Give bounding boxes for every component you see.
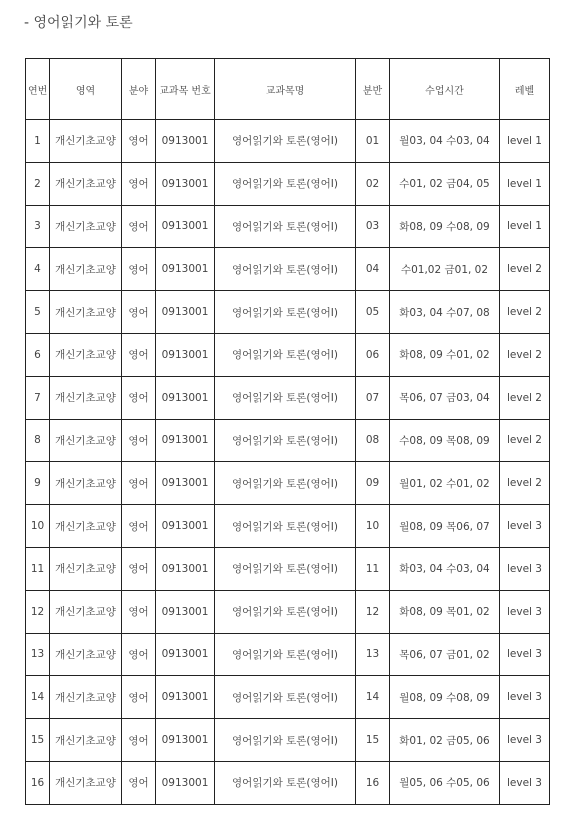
cell-class-time: 월01, 02 수01, 02 bbox=[390, 462, 500, 505]
cell-class-time: 수01, 02 금04, 05 bbox=[390, 162, 500, 205]
table-row bbox=[26, 248, 550, 291]
cell-class-time: 월08, 09 수08, 09 bbox=[390, 676, 500, 719]
header-section: 분반 bbox=[356, 59, 390, 120]
cell-area: 개신기초교양 bbox=[50, 676, 122, 719]
cell-area: 개신기초교양 bbox=[50, 462, 122, 505]
cell-class-time: 목06, 07 금03, 04 bbox=[390, 376, 500, 419]
cell-level: level 2 bbox=[500, 248, 550, 291]
cell-section: 10 bbox=[356, 505, 390, 548]
cell-course-number: 0913001 bbox=[156, 462, 215, 505]
header-field: 분야 bbox=[122, 59, 156, 120]
table-row bbox=[26, 205, 550, 248]
header-index: 연번 bbox=[26, 59, 50, 120]
cell-index: 12 bbox=[26, 590, 50, 633]
cell-section: 06 bbox=[356, 333, 390, 376]
cell-section: 08 bbox=[356, 419, 390, 462]
cell-course-number: 0913001 bbox=[156, 291, 215, 334]
cell-class-time: 수08, 09 목08, 09 bbox=[390, 419, 500, 462]
cell-field: 영어 bbox=[122, 162, 156, 205]
cell-section: 11 bbox=[356, 547, 390, 590]
header-area: 영역 bbox=[50, 59, 122, 120]
cell-index: 3 bbox=[26, 205, 50, 248]
cell-course-name: 영어읽기와 토론(영어I) bbox=[215, 505, 356, 548]
cell-course-number: 0913001 bbox=[156, 120, 215, 163]
cell-course-number: 0913001 bbox=[156, 590, 215, 633]
cell-level: level 3 bbox=[500, 719, 550, 762]
cell-area: 개신기초교양 bbox=[50, 633, 122, 676]
cell-course-number: 0913001 bbox=[156, 633, 215, 676]
cell-field: 영어 bbox=[122, 291, 156, 334]
cell-index: 14 bbox=[26, 676, 50, 719]
cell-area: 개신기초교양 bbox=[50, 547, 122, 590]
cell-course-number: 0913001 bbox=[156, 719, 215, 762]
cell-level: level 2 bbox=[500, 419, 550, 462]
table-row bbox=[26, 633, 550, 676]
cell-course-name: 영어읽기와 토론(영어I) bbox=[215, 761, 356, 804]
cell-section: 15 bbox=[356, 719, 390, 762]
header-level: 레벨 bbox=[500, 59, 550, 120]
cell-level: level 3 bbox=[500, 633, 550, 676]
cell-area: 개신기초교양 bbox=[50, 162, 122, 205]
cell-course-name: 영어읽기와 토론(영어I) bbox=[215, 291, 356, 334]
table-row bbox=[26, 505, 550, 548]
cell-index: 10 bbox=[26, 505, 50, 548]
header-course-number: 교과목 번호 bbox=[156, 59, 215, 120]
cell-section: 07 bbox=[356, 376, 390, 419]
cell-area: 개신기초교양 bbox=[50, 419, 122, 462]
cell-field: 영어 bbox=[122, 719, 156, 762]
cell-area: 개신기초교양 bbox=[50, 719, 122, 762]
cell-section: 14 bbox=[356, 676, 390, 719]
cell-class-time: 화08, 09 수01, 02 bbox=[390, 333, 500, 376]
cell-index: 6 bbox=[26, 333, 50, 376]
cell-level: level 3 bbox=[500, 505, 550, 548]
cell-course-name: 영어읽기와 토론(영어I) bbox=[215, 719, 356, 762]
cell-course-name: 영어읽기와 토론(영어I) bbox=[215, 205, 356, 248]
cell-course-number: 0913001 bbox=[156, 248, 215, 291]
cell-class-time: 화03, 04 수07, 08 bbox=[390, 291, 500, 334]
cell-area: 개신기초교양 bbox=[50, 590, 122, 633]
cell-field: 영어 bbox=[122, 676, 156, 719]
cell-field: 영어 bbox=[122, 205, 156, 248]
cell-level: level 3 bbox=[500, 676, 550, 719]
cell-level: level 1 bbox=[500, 205, 550, 248]
cell-course-number: 0913001 bbox=[156, 761, 215, 804]
cell-course-name: 영어읽기와 토론(영어I) bbox=[215, 419, 356, 462]
cell-index: 16 bbox=[26, 761, 50, 804]
cell-course-name: 영어읽기와 토론(영어I) bbox=[215, 547, 356, 590]
cell-field: 영어 bbox=[122, 547, 156, 590]
cell-index: 4 bbox=[26, 248, 50, 291]
cell-field: 영어 bbox=[122, 462, 156, 505]
table-row bbox=[26, 333, 550, 376]
cell-level: level 2 bbox=[500, 376, 550, 419]
cell-level: level 2 bbox=[500, 333, 550, 376]
cell-section: 04 bbox=[356, 248, 390, 291]
cell-area: 개신기초교양 bbox=[50, 205, 122, 248]
cell-area: 개신기초교양 bbox=[50, 376, 122, 419]
cell-course-number: 0913001 bbox=[156, 676, 215, 719]
cell-class-time: 화03, 04 수03, 04 bbox=[390, 547, 500, 590]
cell-area: 개신기초교양 bbox=[50, 333, 122, 376]
cell-course-name: 영어읽기와 토론(영어I) bbox=[215, 248, 356, 291]
cell-class-time: 월08, 09 목06, 07 bbox=[390, 505, 500, 548]
section-heading: - 영어읽기와 토론 bbox=[24, 15, 133, 31]
course-table bbox=[25, 58, 550, 805]
table-row bbox=[26, 419, 550, 462]
cell-course-name: 영어읽기와 토론(영어I) bbox=[215, 333, 356, 376]
cell-level: level 3 bbox=[500, 547, 550, 590]
cell-course-number: 0913001 bbox=[156, 376, 215, 419]
header-class-time: 수업시간 bbox=[390, 59, 500, 120]
cell-field: 영어 bbox=[122, 120, 156, 163]
cell-course-name: 영어읽기와 토론(영어I) bbox=[215, 676, 356, 719]
cell-section: 12 bbox=[356, 590, 390, 633]
cell-area: 개신기초교양 bbox=[50, 505, 122, 548]
table-row bbox=[26, 462, 550, 505]
cell-course-name: 영어읽기와 토론(영어I) bbox=[215, 462, 356, 505]
cell-area: 개신기초교양 bbox=[50, 248, 122, 291]
cell-class-time: 화01, 02 금05, 06 bbox=[390, 719, 500, 762]
cell-field: 영어 bbox=[122, 419, 156, 462]
table-row bbox=[26, 291, 550, 334]
cell-index: 15 bbox=[26, 719, 50, 762]
cell-course-name: 영어읽기와 토론(영어I) bbox=[215, 633, 356, 676]
cell-field: 영어 bbox=[122, 633, 156, 676]
table-row bbox=[26, 376, 550, 419]
cell-class-time: 수01,02 금01, 02 bbox=[390, 248, 500, 291]
table-header-row bbox=[26, 59, 550, 120]
cell-section: 16 bbox=[356, 761, 390, 804]
cell-course-number: 0913001 bbox=[156, 205, 215, 248]
table-row bbox=[26, 676, 550, 719]
cell-level: level 2 bbox=[500, 291, 550, 334]
cell-section: 13 bbox=[356, 633, 390, 676]
table-body bbox=[26, 120, 550, 805]
cell-course-name: 영어읽기와 토론(영어I) bbox=[215, 120, 356, 163]
cell-section: 03 bbox=[356, 205, 390, 248]
cell-level: level 3 bbox=[500, 761, 550, 804]
cell-index: 5 bbox=[26, 291, 50, 334]
cell-section: 02 bbox=[356, 162, 390, 205]
cell-field: 영어 bbox=[122, 590, 156, 633]
cell-class-time: 목06, 07 금01, 02 bbox=[390, 633, 500, 676]
cell-course-number: 0913001 bbox=[156, 505, 215, 548]
cell-index: 8 bbox=[26, 419, 50, 462]
table-row bbox=[26, 590, 550, 633]
cell-section: 01 bbox=[356, 120, 390, 163]
cell-area: 개신기초교양 bbox=[50, 291, 122, 334]
cell-level: level 2 bbox=[500, 462, 550, 505]
cell-class-time: 화08, 09 수08, 09 bbox=[390, 205, 500, 248]
cell-field: 영어 bbox=[122, 505, 156, 548]
cell-level: level 1 bbox=[500, 120, 550, 163]
cell-course-number: 0913001 bbox=[156, 333, 215, 376]
cell-index: 9 bbox=[26, 462, 50, 505]
cell-course-name: 영어읽기와 토론(영어I) bbox=[215, 162, 356, 205]
cell-index: 13 bbox=[26, 633, 50, 676]
cell-course-number: 0913001 bbox=[156, 162, 215, 205]
table-row bbox=[26, 761, 550, 804]
cell-course-number: 0913001 bbox=[156, 547, 215, 590]
cell-index: 7 bbox=[26, 376, 50, 419]
cell-class-time: 월03, 04 수03, 04 bbox=[390, 120, 500, 163]
cell-area: 개신기초교양 bbox=[50, 120, 122, 163]
table-row bbox=[26, 162, 550, 205]
cell-field: 영어 bbox=[122, 333, 156, 376]
header-course-name: 교과목명 bbox=[215, 59, 356, 120]
cell-course-name: 영어읽기와 토론(영어I) bbox=[215, 590, 356, 633]
cell-course-name: 영어읽기와 토론(영어I) bbox=[215, 376, 356, 419]
cell-level: level 1 bbox=[500, 162, 550, 205]
table-row bbox=[26, 719, 550, 762]
cell-index: 2 bbox=[26, 162, 50, 205]
cell-section: 09 bbox=[356, 462, 390, 505]
cell-index: 11 bbox=[26, 547, 50, 590]
cell-field: 영어 bbox=[122, 761, 156, 804]
cell-index: 1 bbox=[26, 120, 50, 163]
cell-class-time: 월05, 06 수05, 06 bbox=[390, 761, 500, 804]
cell-class-time: 화08, 09 목01, 02 bbox=[390, 590, 500, 633]
table-row bbox=[26, 547, 550, 590]
cell-field: 영어 bbox=[122, 376, 156, 419]
cell-field: 영어 bbox=[122, 248, 156, 291]
table-row bbox=[26, 120, 550, 163]
cell-area: 개신기초교양 bbox=[50, 761, 122, 804]
cell-level: level 3 bbox=[500, 590, 550, 633]
cell-course-number: 0913001 bbox=[156, 419, 215, 462]
cell-section: 05 bbox=[356, 291, 390, 334]
